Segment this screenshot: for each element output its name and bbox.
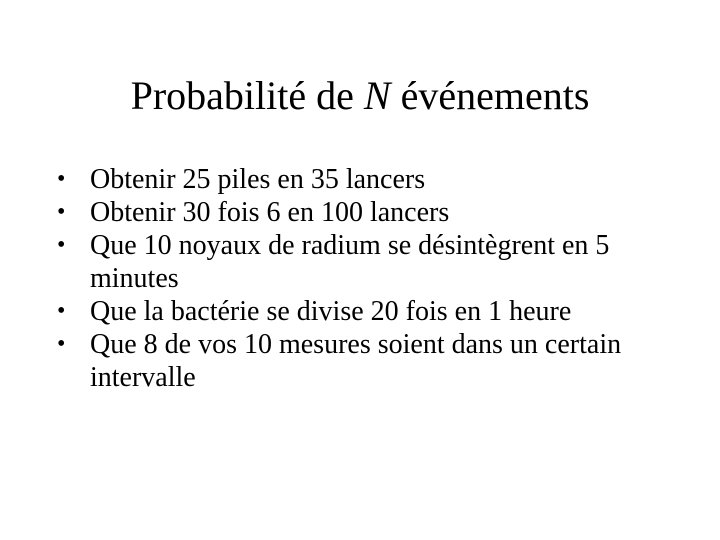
- bullet-item: [54, 163, 674, 196]
- bullet-dot-icon: •: [57, 298, 66, 324]
- bullet-list: [54, 163, 674, 394]
- title-text-before: Probabilité de: [130, 73, 364, 118]
- title-variable-n: N: [363, 73, 391, 118]
- title-text-after: événements: [390, 73, 590, 118]
- bullet-text: Obtenir 30 fois 6 en 100 lancers: [90, 197, 450, 228]
- bullet-text: Que 10 noyaux de radium se désintègrent en 5 minutes: [90, 230, 610, 294]
- bullet-item: [54, 328, 674, 394]
- bullet-text: Que 8 de vos 10 mesures soient dans un certain intervalle: [90, 329, 622, 393]
- bullet-dot-icon: •: [57, 232, 66, 258]
- bullet-dot-icon: •: [57, 199, 66, 225]
- bullet-text: Obtenir 25 piles en 35 lancers: [90, 164, 426, 195]
- bullet-item: [54, 196, 674, 229]
- slide-title: [0, 70, 720, 122]
- bullet-item: [54, 295, 674, 328]
- bullet-text: Que la bactérie se divise 20 fois en 1 heure: [90, 296, 572, 327]
- bullet-dot-icon: •: [57, 166, 66, 192]
- bullet-item: [54, 229, 674, 295]
- bullet-dot-icon: •: [57, 331, 66, 357]
